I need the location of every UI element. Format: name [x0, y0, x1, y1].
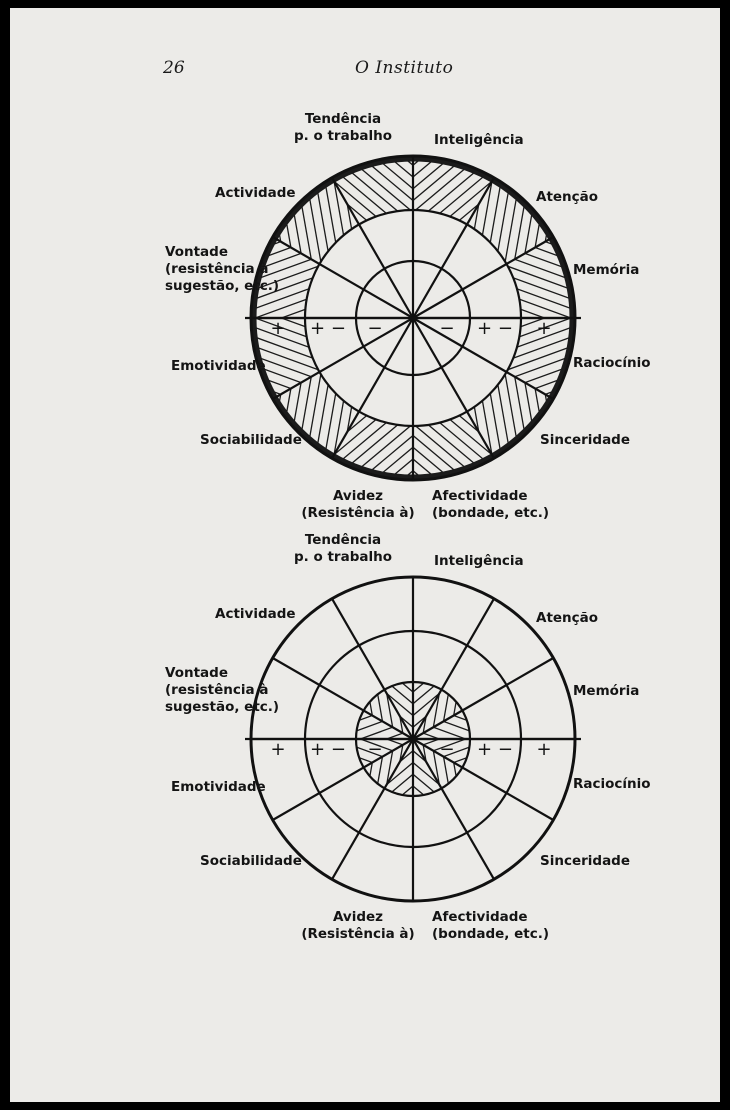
label-avidez: Avidez [332, 488, 384, 504]
label-tendencia: Tendência [304, 532, 382, 548]
hatch-fill [78, 0, 730, 759]
label-sociabilidade: Sociabilidade [200, 432, 302, 448]
hatch-fill [78, 0, 730, 759]
label-tendencia: Tendência [304, 111, 382, 127]
label-atencao: Atenção [536, 189, 599, 205]
label-afectividade: (bondade, etc.) [432, 505, 550, 521]
label-avidez: Avidez [332, 909, 384, 925]
label-sinceridade: Sinceridade [540, 853, 630, 869]
label-memoria: Memória [573, 262, 640, 278]
label-emotividade: Emotividade [171, 779, 266, 795]
label-sociabilidade: Sociabilidade [200, 853, 302, 869]
hatch-fill [78, 0, 730, 759]
label-afectividade: Afectividade [432, 488, 528, 504]
label-atencao: Atenção [536, 610, 599, 626]
spoke [332, 739, 413, 879]
spoke [332, 318, 413, 458]
label-tendencia: p. o trabalho [294, 549, 392, 565]
spoke [413, 237, 553, 318]
scale-sign: − [439, 318, 455, 339]
label-vontade: (resistência à [165, 682, 269, 698]
scale-sign: + [536, 739, 552, 760]
scale-sign: + [270, 739, 286, 760]
label-emotividade: Emotividade [171, 358, 266, 374]
label-vontade: sugestão, etc.) [165, 699, 280, 715]
label-actividade: Actividade [215, 185, 296, 201]
hatch-fill [0, 348, 730, 1110]
label-inteligencia: Inteligência [434, 132, 524, 148]
hatch-fill [0, 348, 730, 1110]
scale-sign: + − [477, 739, 513, 760]
spoke [332, 599, 413, 739]
scale-sign: + − [477, 318, 513, 339]
hatch-fill [0, 348, 730, 1110]
label-avidez: (Resistência à) [301, 505, 415, 521]
scale-sign: − [439, 739, 455, 760]
scale-sign: − [367, 318, 383, 339]
spoke [413, 318, 494, 458]
hatch-fill [78, 0, 730, 759]
scale-sign: + − [310, 739, 346, 760]
label-vontade: Vontade [165, 665, 228, 681]
label-tendencia: p. o trabalho [294, 128, 392, 144]
label-afectividade: Afectividade [432, 909, 528, 925]
label-afectividade: (bondade, etc.) [432, 926, 550, 942]
hatch-fill [0, 348, 730, 1110]
spoke [332, 178, 413, 318]
label-sinceridade: Sinceridade [540, 432, 630, 448]
spoke [273, 237, 413, 318]
label-vontade: Vontade [165, 244, 228, 260]
label-memoria: Memória [573, 683, 640, 699]
label-actividade: Actividade [215, 606, 296, 622]
scale-sign: + [536, 318, 552, 339]
label-raciocinio: Raciocínio [573, 776, 651, 792]
label-inteligencia: Inteligência [434, 553, 524, 569]
page-number: 26 [163, 58, 185, 78]
running-title: O Instituto [355, 58, 454, 78]
label-raciocinio: Raciocínio [573, 355, 651, 371]
spoke [413, 599, 494, 739]
label-avidez: (Resistência à) [301, 926, 415, 942]
scale-sign: + − [310, 318, 346, 339]
scale-sign: − [367, 739, 383, 760]
label-vontade: sugestão, etc.) [165, 278, 280, 294]
label-vontade: (resistência à [165, 261, 269, 277]
spoke [413, 178, 494, 318]
scale-sign: + [270, 318, 286, 339]
spoke [413, 739, 494, 879]
